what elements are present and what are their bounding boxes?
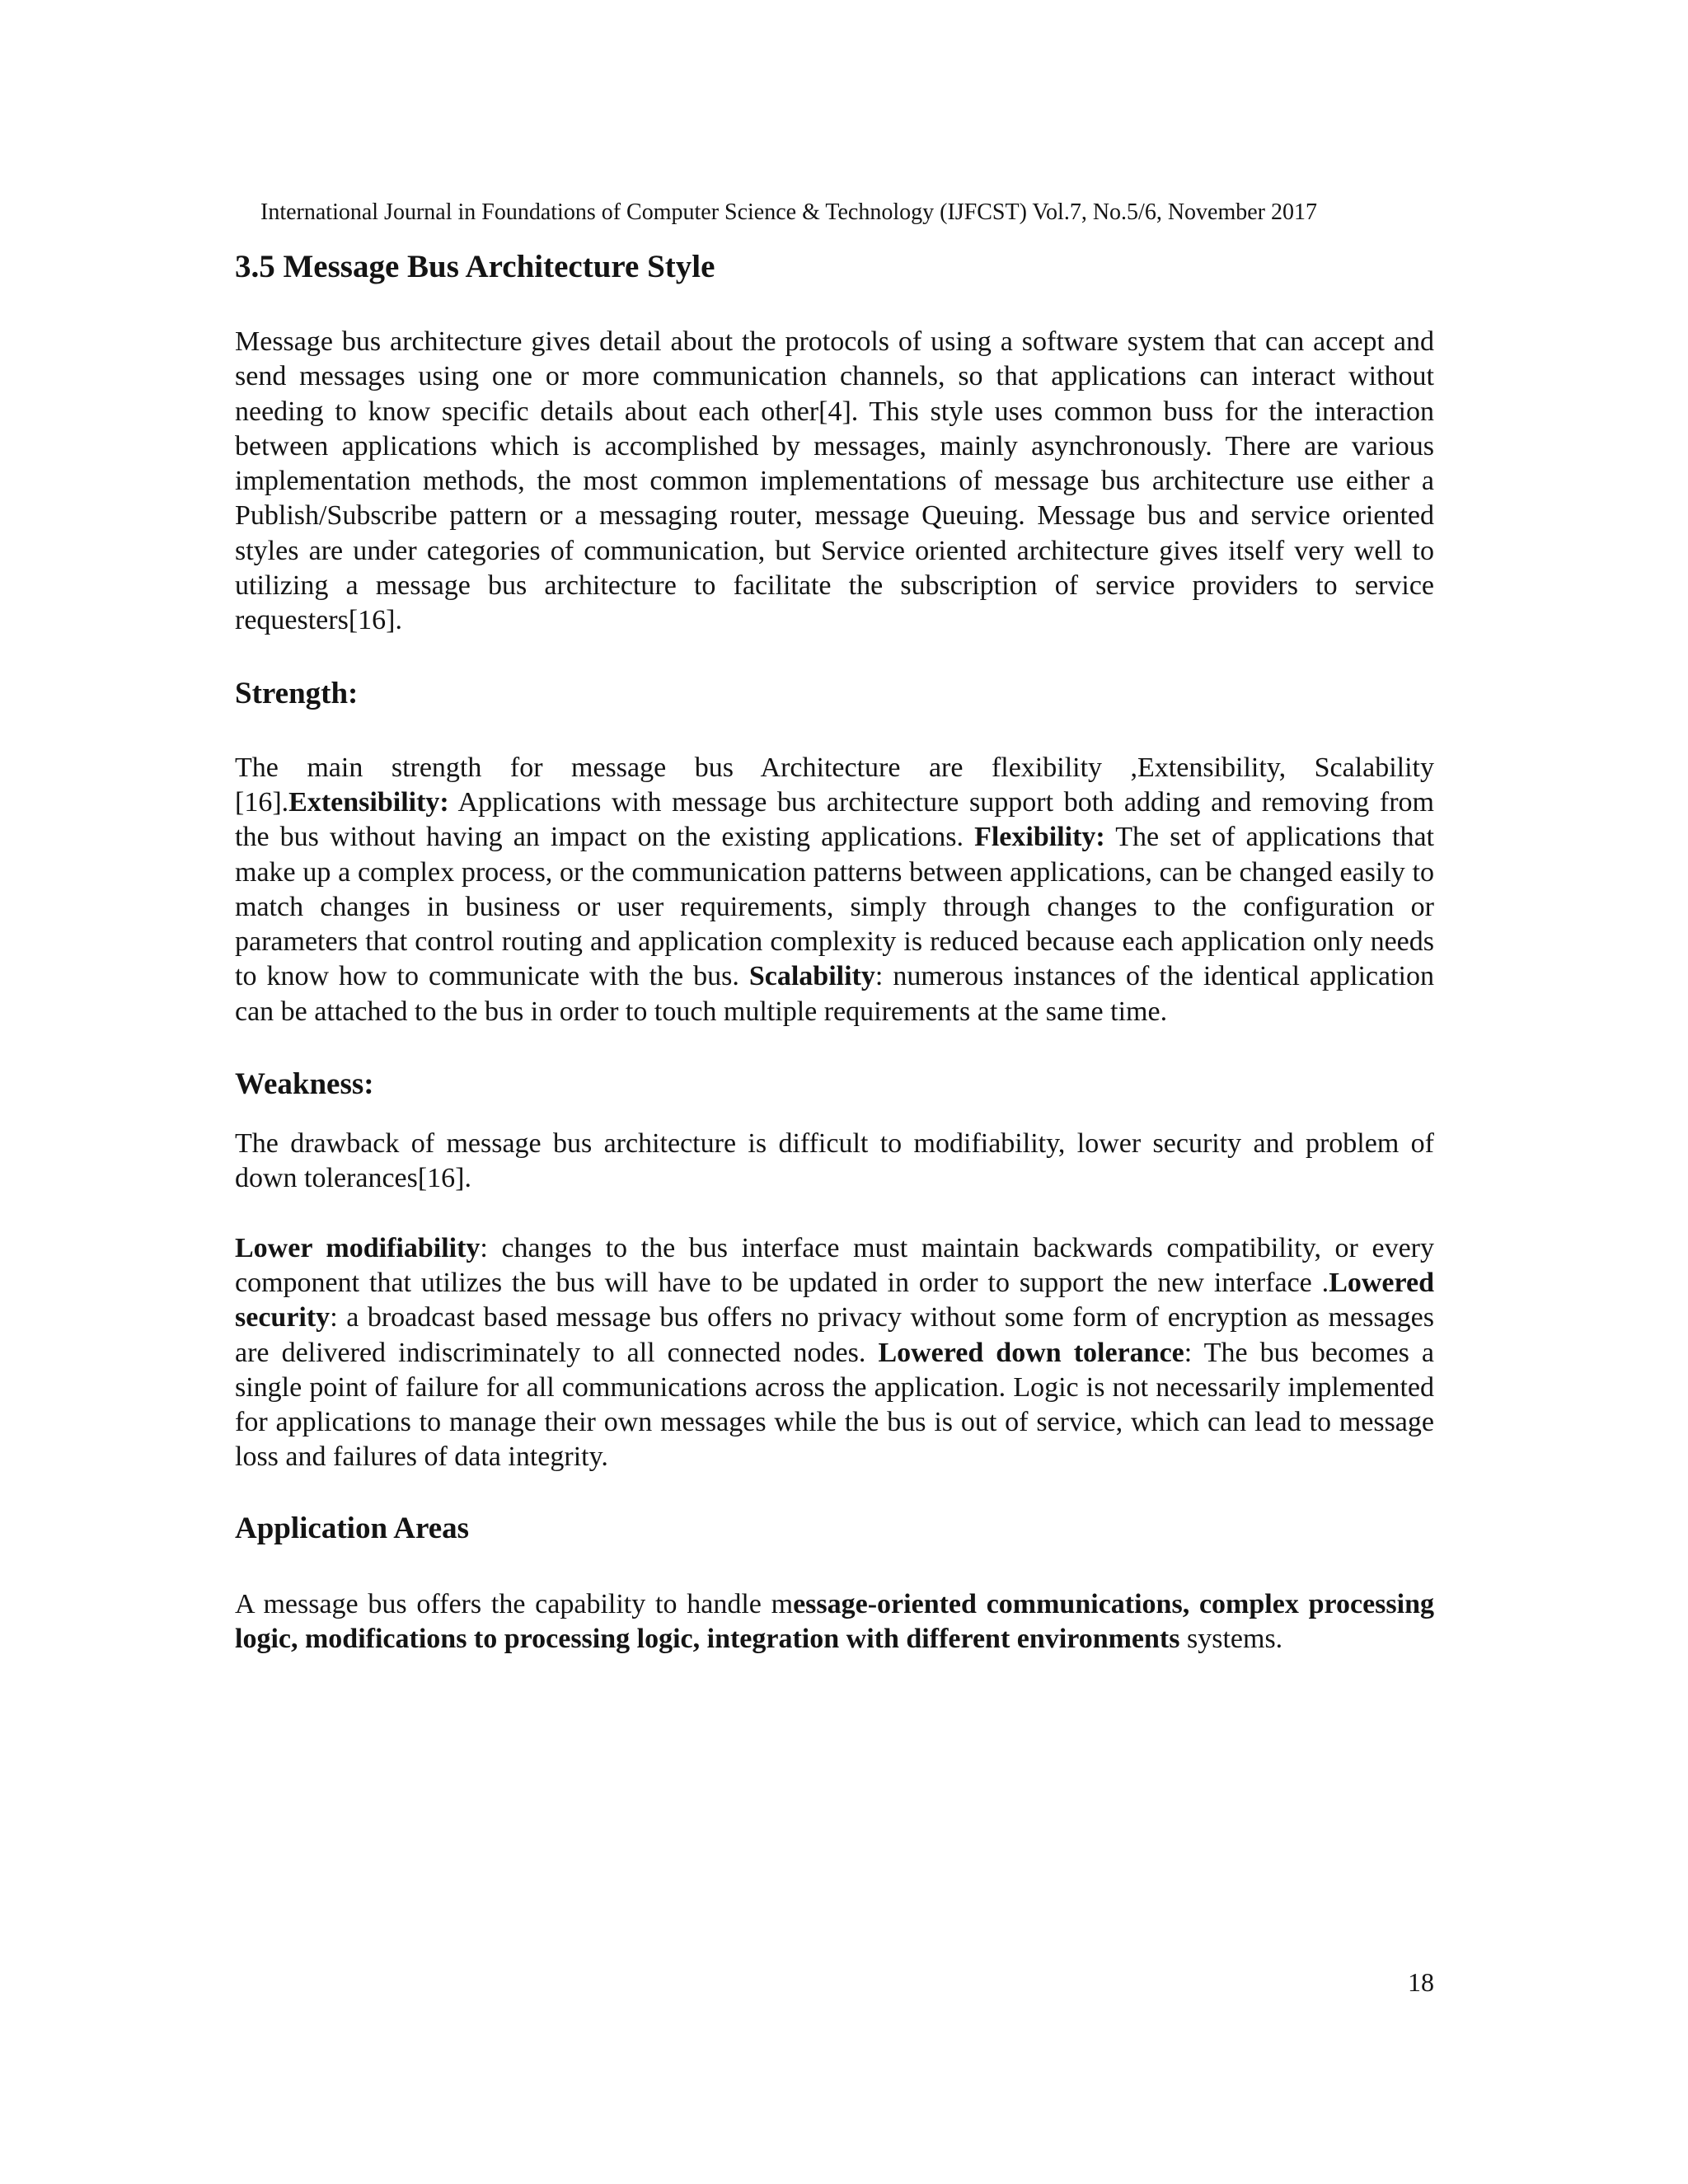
weakness-intro-paragraph: The drawback of message bus architecture is difficult to modifiability, lower security and problem of down tolerances[16].	[235, 1128, 1434, 1194]
flexibility-term: Flexibility:	[974, 822, 1105, 853]
page-number: 18	[1408, 1967, 1434, 1997]
weakness-heading: Weakness:	[235, 1067, 374, 1102]
weakness-text-2: : a broadcast based message bus offers no privacy without some form of encryption as messages are delivered indiscriminately to all connected nodes.	[235, 1302, 1434, 1368]
running-header: International Journal in Foundations of Computer Science & Technology (IJFCST) Vol.7, No.5/6, November 2017	[260, 199, 1317, 225]
strength-heading: Strength:	[235, 676, 359, 710]
weakness-details-paragraph	[235, 1231, 1434, 1475]
extensibility-term: Extensibility:	[288, 786, 449, 818]
application-paragraph	[235, 1587, 1434, 1657]
strength-text-2: Applications with message bus architecture support both adding and removing from the bus without having an impact on the existing applications.	[235, 786, 1434, 853]
strength-paragraph	[235, 751, 1434, 1029]
weakness-text-1: : changes to the bus interface must maintain backwards compatibility, or every component that utilizes the bus will have to be updated in order to support the new interface .	[235, 1232, 1434, 1298]
weakness-text-3: : The bus becomes a single point of failure for all communications across the application. Logic is not necessarily implemented for applications to manage their own messages while the bus is out of service, which can lead to message loss and failures of data integrity.	[235, 1337, 1434, 1473]
strength-text-1: The main strength for message bus Architecture are flexibility ,Extensibility, Scalability [16].	[235, 752, 1434, 818]
section-title: 3.5 Message Bus Architecture Style	[235, 249, 715, 284]
lower-modifiability-term: Lower modifiability	[235, 1232, 481, 1263]
lowered-down-tolerance-term: Lowered down tolerance	[878, 1337, 1184, 1368]
application-areas-heading: Application Areas	[235, 1511, 470, 1545]
strength-text-4: : numerous instances of the identical application can be attached to the bus in order to touch multiple requirements at the same time.	[235, 961, 1434, 1027]
application-text-1: A message bus offers the capability to handle m	[235, 1588, 794, 1619]
application-text-2: systems.	[1179, 1624, 1283, 1655]
scalability-term: Scalability	[748, 961, 875, 992]
strength-text-3: The set of applications that make up a complex process, or the communication patterns between applications, can be changed easily to match changes in business or user requirements, simply through changes to the configuration or parameters that control routing and application complexity is reduced because each application only needs to know how to communicate with the bus.	[235, 822, 1435, 992]
lowered-security-term: Lowered security	[235, 1267, 1434, 1333]
page-content	[235, 247, 1434, 1657]
application-bold-list: essage-oriented communications, complex processing logic, modifications to processing logic, integration with different environments	[235, 1588, 1434, 1655]
intro-paragraph: Message bus architecture gives detail about the protocols of using a software system that can accept and send messages using one or more communication channels, so that applications can interact without needing to know specific details about each other[4]. This style uses common buss for the interaction between applications which is accomplished by messages, mainly asynchronously. There are various implementation methods, the most common implementations of message bus architecture use either a Publish/Subscribe pattern or a messaging router, message Queuing. Message bus and service oriented styles are under categories of communication, but Service oriented architecture gives itself very well to utilizing a message bus architecture to facilitate the subscription of service providers to service requesters[16].	[235, 326, 1434, 636]
